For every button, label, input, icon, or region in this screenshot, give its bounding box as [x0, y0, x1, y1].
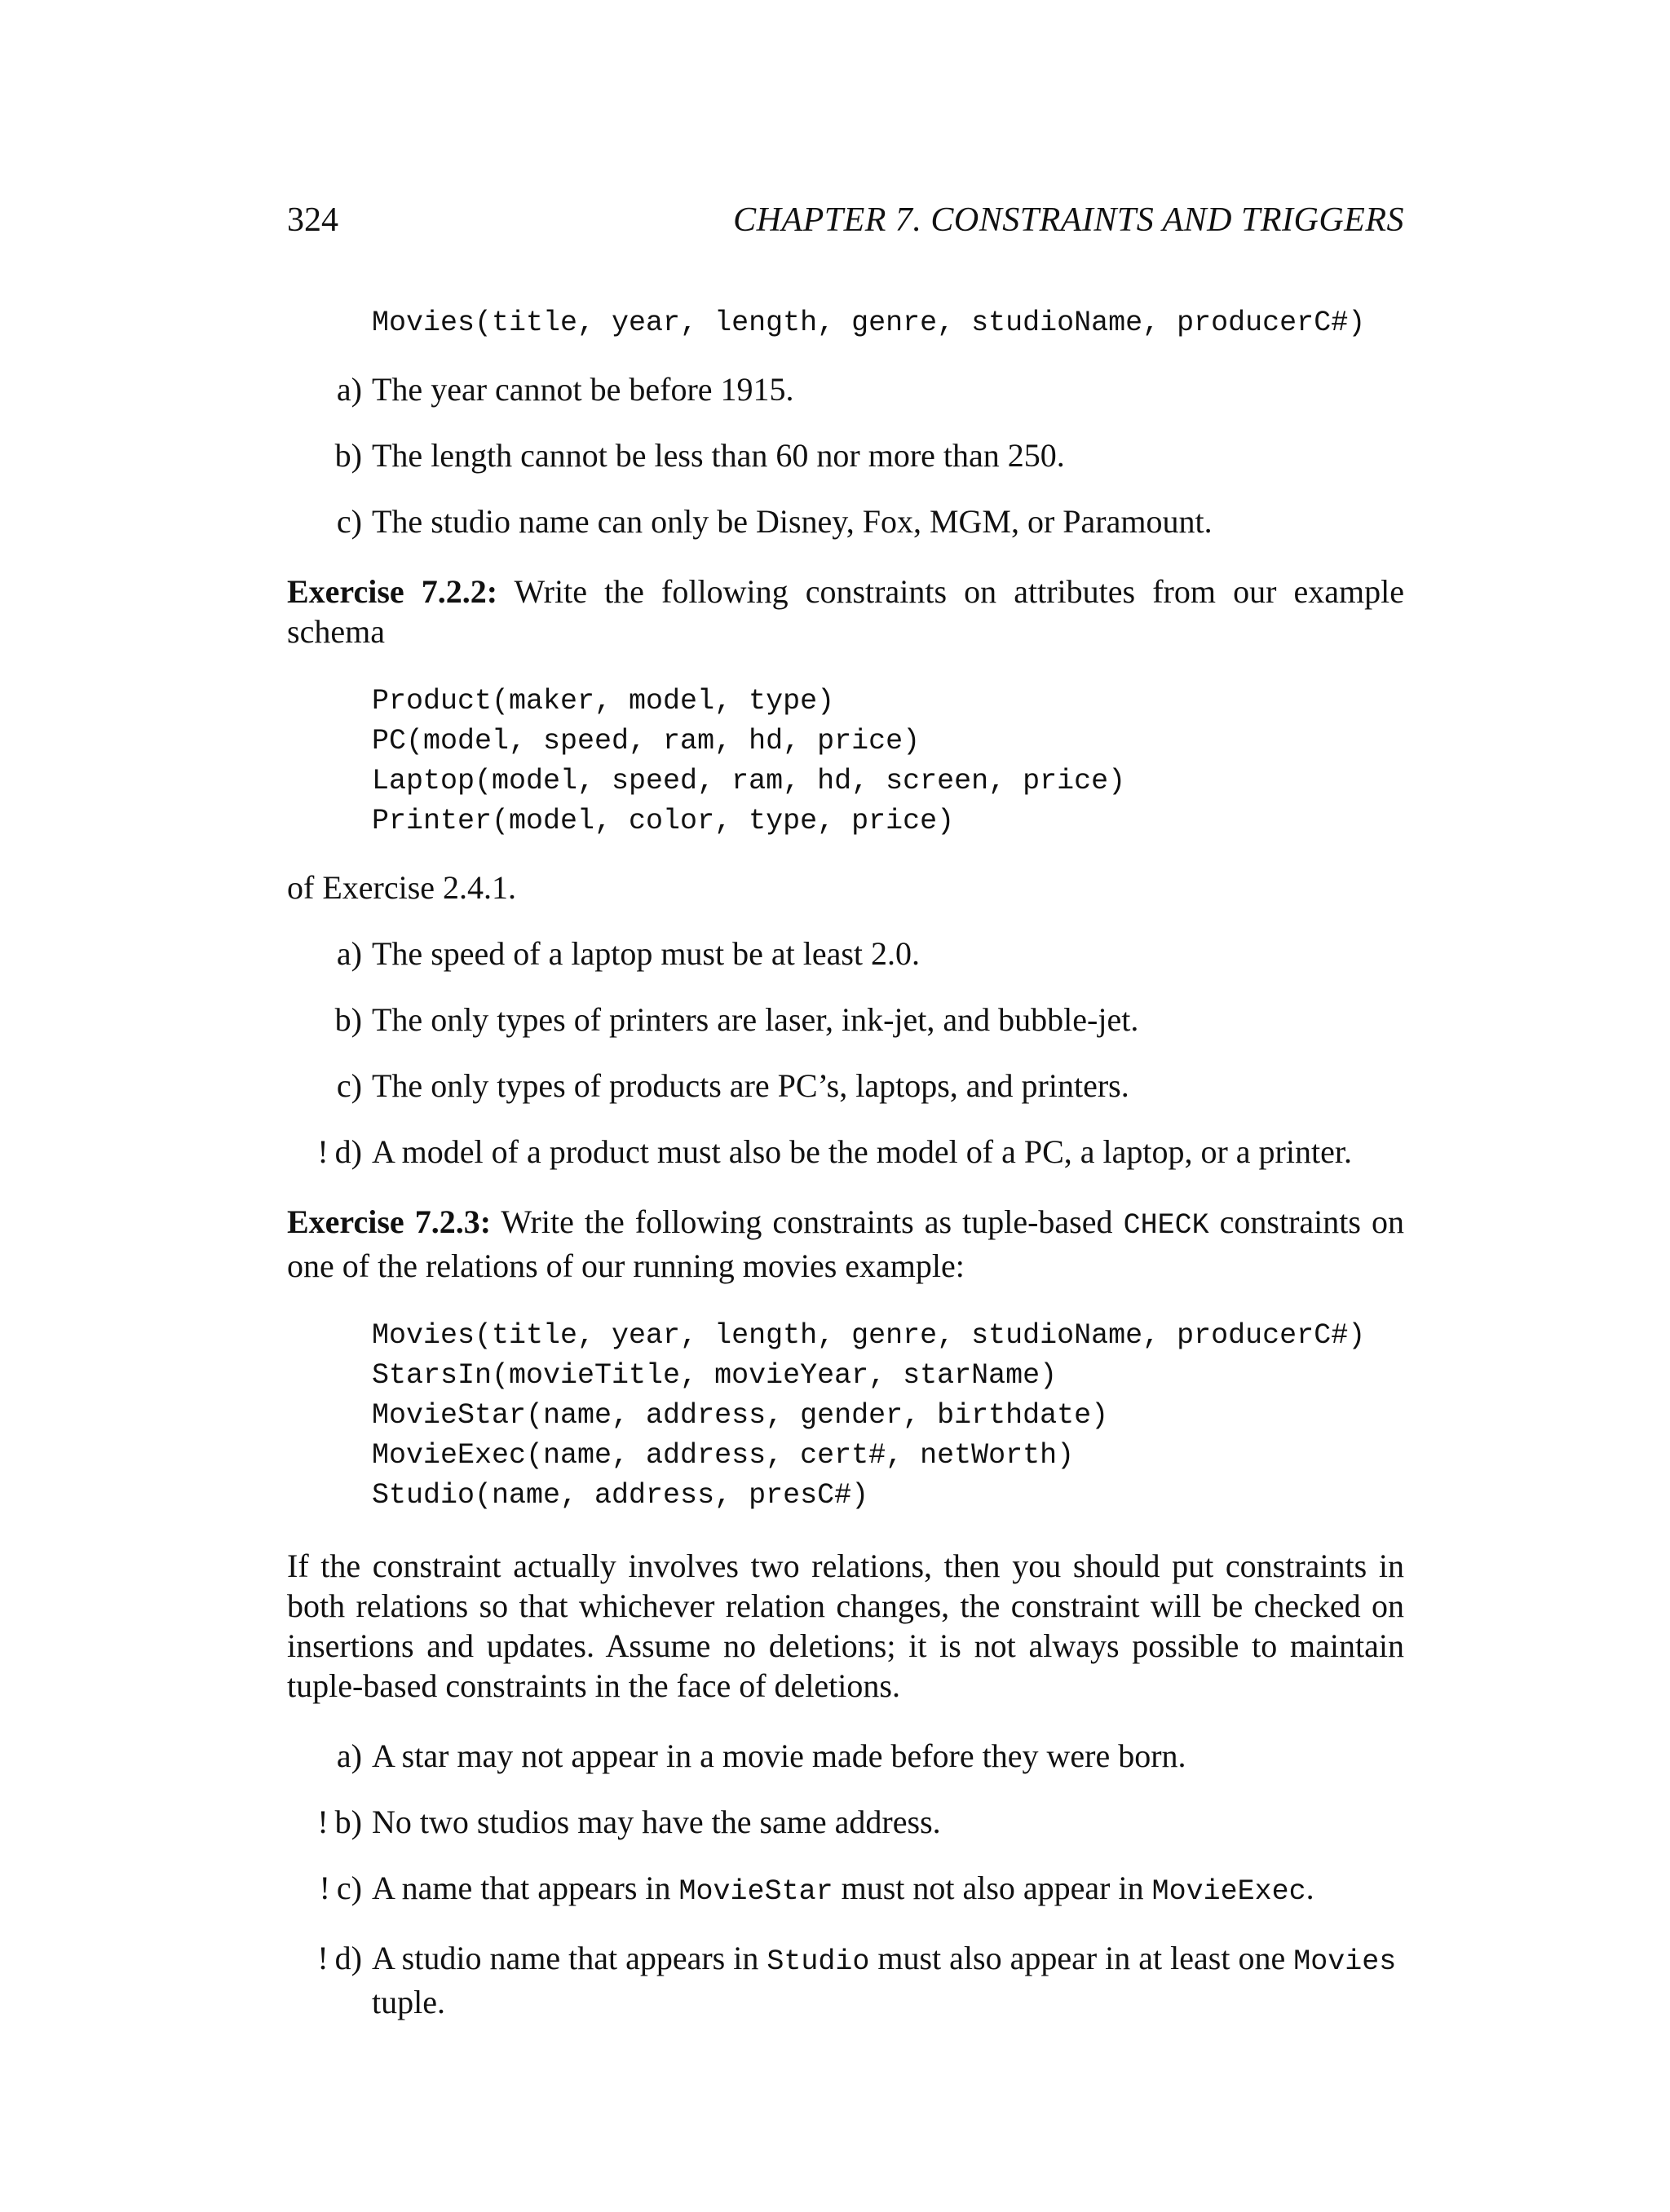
code-term: MovieExec [1151, 1875, 1306, 1908]
schema-line: StarsIn(movieTitle, movieYear, starName) [372, 1359, 1058, 1392]
item-text: The studio name can only be Disney, Fox, MGM, or Paramount. [372, 503, 1213, 540]
item-text: . [1306, 1870, 1314, 1906]
movies-example-schema [372, 1316, 1404, 1516]
difficulty-mark: ! [319, 1870, 330, 1906]
list-item [287, 1000, 1404, 1040]
item-text: A studio name that appears in [372, 1940, 759, 1976]
code-term: MovieStar [678, 1875, 833, 1908]
exercise-reference: of Exercise 2.4.1. [287, 869, 517, 906]
code-term: Movies [1293, 1945, 1397, 1978]
item-text: No two studios may have the same address. [372, 1804, 941, 1840]
list-item [287, 435, 1404, 475]
list-item [287, 1868, 1404, 1912]
exercise-intro: Write the following constraints on attributes from our example schema [287, 573, 1405, 650]
check-keyword: CHECK [1123, 1209, 1209, 1242]
schema-line: MovieExec(name, address, cert#, netWorth) [372, 1439, 1075, 1472]
item-text: The year cannot be before 1915. [372, 371, 794, 408]
item-text: A star may not appear in a movie made before they were born. [372, 1737, 1186, 1774]
schema-line: Laptop(model, speed, ram, hd, screen, price) [372, 765, 1126, 797]
item-label: c) [336, 1870, 362, 1906]
movies-schema: Movies(title, year, length, genre, studioName, producerC#) [372, 307, 1366, 339]
item-text: A name that appears in [372, 1870, 671, 1906]
list-item [287, 1938, 1404, 2022]
running-header [287, 196, 1404, 245]
list-item [287, 369, 1404, 409]
item-label: a) [336, 1737, 362, 1774]
page [287, 196, 1404, 2022]
item-label: c) [336, 1067, 362, 1104]
schema-line: MovieStar(name, address, gender, birthdate) [372, 1399, 1109, 1432]
page-number: 324 [287, 201, 338, 239]
exercise-intro-part: constraints on one of the relations of our running movies example: [287, 1203, 1405, 1284]
item-text: The only types of products are PC’s, laptops, and printers. [372, 1067, 1129, 1104]
item-text: must also appear in at least one [877, 1940, 1286, 1976]
difficulty-mark: ! [317, 1940, 329, 1976]
item-label: a) [336, 935, 362, 972]
item-text: must not also appear in [841, 1870, 1144, 1906]
item-label: d) [334, 1940, 362, 1976]
product-schema [372, 682, 1404, 841]
list-item [287, 1802, 1404, 1842]
item-text: The speed of a laptop must be at least 2.0. [372, 935, 921, 972]
item-label: a) [336, 371, 362, 408]
item-label: c) [336, 503, 362, 540]
list-item [287, 501, 1404, 541]
item-label: b) [334, 437, 362, 474]
schema-line: Product(maker, model, type) [372, 685, 835, 717]
exercise-7-2-3-intro [287, 1202, 1404, 1286]
exercise-heading: Exercise 7.2.3: [287, 1203, 492, 1240]
exercise-intro-part: Write the following constraints as tuple-based [501, 1203, 1113, 1240]
item-label: b) [334, 1001, 362, 1038]
list-item [287, 1132, 1404, 1172]
list-item [287, 1736, 1404, 1776]
difficulty-mark: ! [317, 1804, 329, 1840]
schema-line: Printer(model, color, type, price) [372, 805, 955, 837]
item-label: b) [334, 1804, 362, 1840]
item-label: d) [334, 1133, 362, 1170]
code-term: Studio [767, 1945, 870, 1978]
exercise-heading: Exercise 7.2.2: [287, 573, 498, 610]
exercise-7-2-2-intro [287, 572, 1404, 651]
item-text: A model of a product must also be the model of a PC, a laptop, or a printer. [372, 1133, 1352, 1170]
schema-line: PC(model, speed, ram, hd, price) [372, 725, 921, 757]
difficulty-mark: ! [317, 1133, 329, 1170]
item-text: The length cannot be less than 60 nor more than 250. [372, 437, 1065, 474]
list-item [287, 1066, 1404, 1106]
list-item [287, 934, 1404, 974]
item-text: The only types of printers are laser, ink-jet, and bubble-jet. [372, 1001, 1139, 1038]
chapter-title: CHAPTER 7. CONSTRAINTS AND TRIGGERS [733, 201, 1404, 239]
schema-line: Movies(title, year, length, genre, studioName, producerC#) [372, 1319, 1366, 1352]
schema-line: Studio(name, address, presC#) [372, 1479, 869, 1512]
item-text: tuple. [372, 1984, 445, 2020]
explanation-paragraph: If the constraint actually involves two relations, then you should put constraints in both relations so that whichever relation changes, the constraint will be checked on insertions and updates. Assume no deletions; it is not always possible to maintain tuple-based constraints in the face of deletions. [287, 1548, 1404, 1704]
